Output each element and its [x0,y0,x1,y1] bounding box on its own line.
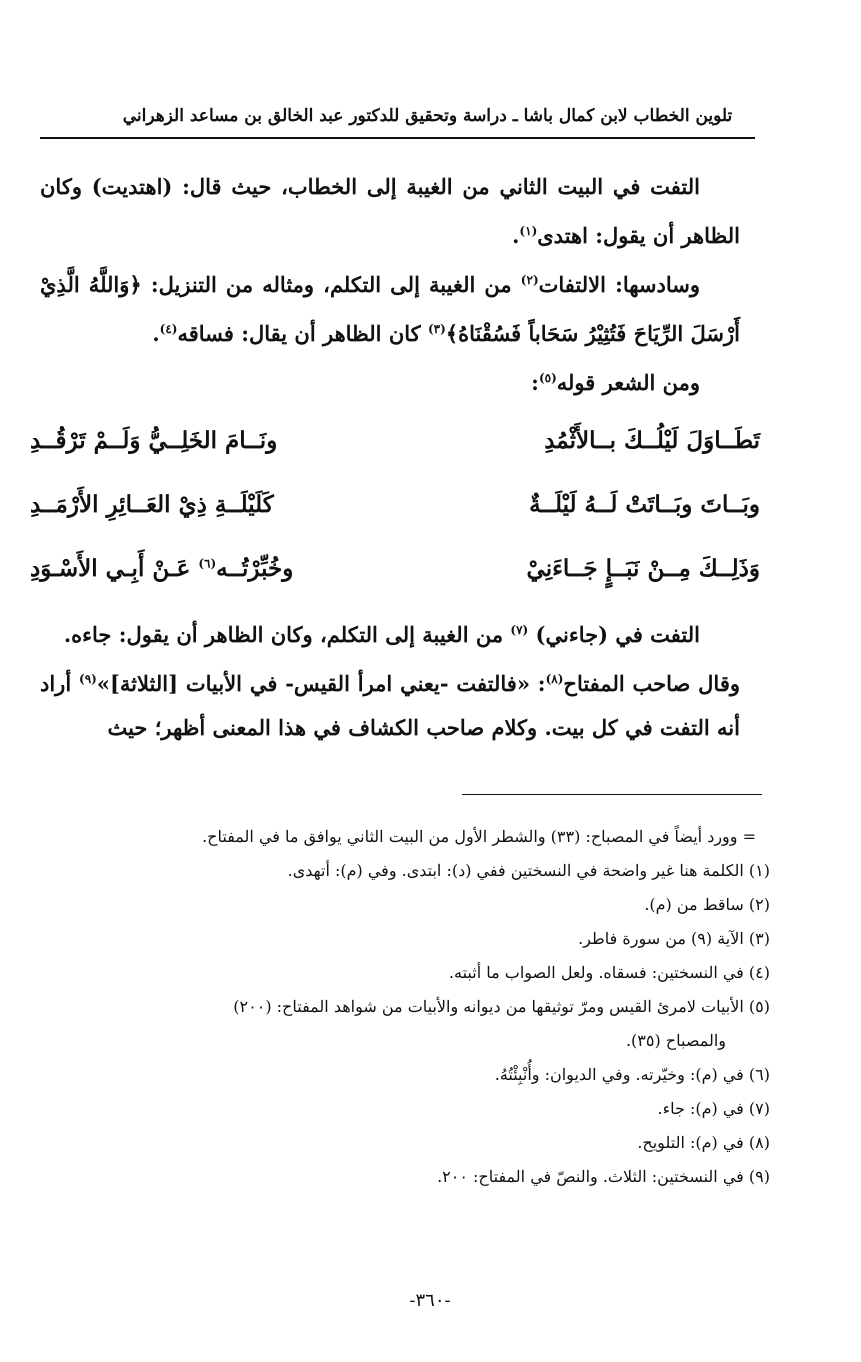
footnote-9: (٩) في النسختين: الثلاث. والنصّ في المفتاح: ٢٠٠. [437,1167,770,1186]
header-rule [40,137,755,139]
verse-3-second-end: عَـنْ أَبِـي الأَسْـوَدِ [30,554,199,582]
paragraph-5-text-b: : «فالتفت -يعني امرأ القيس- في الأبيات [الثلاثة]» [96,671,546,696]
footnote-8: (٨) في (م): التلويح. [637,1133,770,1152]
footnote-separator [462,794,762,795]
paragraph-1 [40,165,740,258]
verse-3-second-text: وخُبِّرْتُــه [216,554,294,582]
footnote-6: (٦) في (م): وخيّرته. وفي الديوان: وأُنْبِئْتُهُ. [494,1065,770,1084]
paragraph-5-text-c: أراد أنه التفت في كل بيت. وكلام صاحب الكشاف في هذا المعنى أظهر؛ حيث [40,671,740,740]
footnote-ref-2: (٢) [520,273,539,287]
footnote-ref-5: (٥) [538,371,557,385]
verse-1-first-hemistich: تَطَــاوَلَ لَيْلُــكَ بــالأَثْمُدِ [544,426,760,454]
paragraph-1-end: . [512,223,520,248]
footnotes [40,820,770,1194]
footnote-7: (٧) في (م): جاء. [657,1099,770,1118]
verse-row-3 [30,536,760,600]
poem-verses [30,408,760,600]
footnote-1: (١) الكلمة هنا غير واضحة في النسختين ففي (د): ابتدى. وفي (م): أتهدى. [287,861,770,880]
footnote-ref-8: (٨) [545,672,564,686]
footnote-continuation: = وورد أيضاً في المصباح: (٣٣) والشطر الأول من البيت الثاني يوافق ما في المفتاح. [202,827,756,846]
paragraph-2-text-c: كان الظاهر أن يقال: فساقه [177,321,428,346]
footnote-5-continued: والمصباح (٣٥). [625,1031,726,1050]
main-text [40,165,740,405]
paragraph-3-text: ومن الشعر قوله [556,370,700,395]
verse-2-first-hemistich: وبَــاتَ وبَــاتَتْ لَــهُ لَيْلَــةٌ [529,490,760,518]
paragraph-2-text-b: من الغيبة إلى التكلم، ومثاله من التنزيل: ﴿وَاللَّهُ الَّذِيْ أَرْسَلَ الرِّيَاحَ فَتُثِيْرُ سَحَاباً فَسُقْنَاهُ﴾ [40,272,740,346]
verse-3-first-hemistich: وَذَلِــكَ مِــنْ نَبَــإٍ جَــاءَنِيْ [526,554,760,582]
footnote-2: (٢) ساقط من (م). [644,895,770,914]
verse-1-second-hemistich: ونَــامَ الخَلِــيُّ وَلَــمْ تَرْقُــدِ [30,426,278,454]
main-text-continued [40,608,740,750]
paragraph-2 [40,258,740,356]
running-header: تلوين الخطاب لابن كمال باشا ـ دراسة وتحقيق للدكتور عبد الخالق بن مساعد الزهراني [122,106,733,126]
paragraph-5 [40,657,740,750]
footnote-3: (٣) الآية (٩) من سورة فاطر. [578,929,770,948]
verse-row-1 [30,408,760,472]
footnote-ref-6: (٦) [198,555,217,570]
verse-row-2 [30,472,760,536]
paragraph-3-end: : [531,370,539,395]
paragraph-5-text-a: وقال صاحب المفتاح [563,671,741,696]
footnote-ref-3: (٣) [427,322,446,336]
footnote-ref-7: (٧) [510,623,529,637]
paragraph-1-text: التفت في البيت الثاني من الغيبة إلى الخطاب، حيث قال: (اهتديت) وكان الظاهر أن يقول: اهتدى [40,174,740,248]
paragraph-4-text-a: التفت في (جاءني) [528,622,700,647]
footnote-ref-4: (٤) [159,322,178,336]
footnote-ref-1: (١) [519,224,538,238]
footnote-5: (٥) الأبيات لامرئ القيس ومرّ توثيقها من ديوانه والأبيات من شواهد المفتاح: (٢٠٠) [233,997,770,1016]
paragraph-4-text-b: من الغيبة إلى التكلم، وكان الظاهر أن يقول: جاءه. [63,622,511,647]
paragraph-2-end: . [152,321,160,346]
paragraph-2-text-a: وسادسها: الالتفات [538,272,700,297]
paragraph-3 [40,356,740,405]
verse-2-second-hemistich: كَلَيْلَــةِ ذِيْ العَــائِرِ الأَرْمَــدِ [30,490,274,518]
page-number: -٣٦٠- [409,1290,451,1311]
verse-3-second-hemistich [30,555,360,582]
footnote-ref-9: (٩) [79,672,97,686]
paragraph-4 [40,608,740,657]
footnote-4: (٤) في النسختين: فسقاه. ولعل الصواب ما أثبته. [448,963,770,982]
